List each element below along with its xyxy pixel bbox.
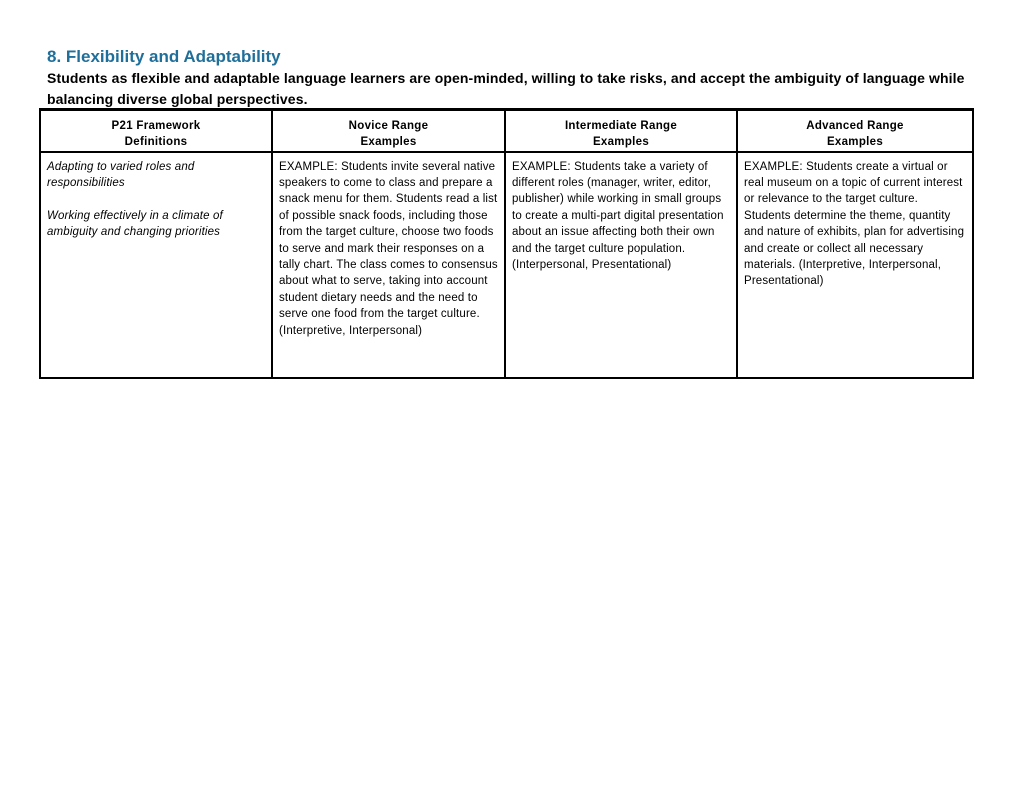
header-line: Examples xyxy=(360,136,417,148)
header-line: Novice Range xyxy=(348,120,429,132)
header-line: Definitions xyxy=(124,136,188,148)
cell-intermediate-example: EXAMPLE: Students take a variety of different roles (manager, writer, editor, publisher) while working in small groups to create a multi-part digital presentation about an issue affecting both their own and the target culture population. (Interpersonal, Presentational) xyxy=(505,152,737,378)
table-row xyxy=(40,152,973,378)
definition-spacer xyxy=(47,191,265,207)
definition-item: Working effectively in a climate of ambiguity and changing priorities xyxy=(47,209,223,239)
cell-advanced-example: EXAMPLE: Students create a virtual or real museum on a topic of current interest or relevance to the target culture. Students determine the theme, quantity and nature of exhibits, plan for advertising and create or collect all necessary materials. (Interpretive, Interpersonal, Presentational) xyxy=(737,152,973,378)
section-intro: Students as flexible and adaptable language learners are open-minded, willing to take risks, and accept the ambiguity of language while balancing diverse global perspectives. xyxy=(47,70,965,107)
cell-definitions xyxy=(40,152,272,378)
section-title: 8. Flexibility and Adaptability xyxy=(47,47,281,66)
header-line: Examples xyxy=(826,136,884,148)
header-novice-examples xyxy=(272,110,505,152)
header-intermediate-examples xyxy=(505,110,737,152)
header-line: Advanced Range xyxy=(806,120,904,132)
header-line: Examples xyxy=(592,136,650,148)
header-line: Intermediate Range xyxy=(564,120,678,132)
header-framework-definitions xyxy=(40,110,272,152)
header-line: P21 Framework xyxy=(111,120,201,132)
rubric-table xyxy=(39,108,974,379)
header-advanced-examples xyxy=(737,110,973,152)
cell-novice-example: EXAMPLE: Students invite several native speakers to come to class and prepare a snack menu for them. Students read a list of possible snack foods, including those from the target culture, choose two foods to serve and mark their responses on a tally chart. The class comes to consensus about what to serve, taking into account student dietary needs and the need to serve one food from the target culture. (Interpretive, Interpersonal) xyxy=(272,152,505,378)
table-header-row xyxy=(40,110,973,152)
definition-item: Adapting to varied roles and responsibilities xyxy=(47,160,195,189)
